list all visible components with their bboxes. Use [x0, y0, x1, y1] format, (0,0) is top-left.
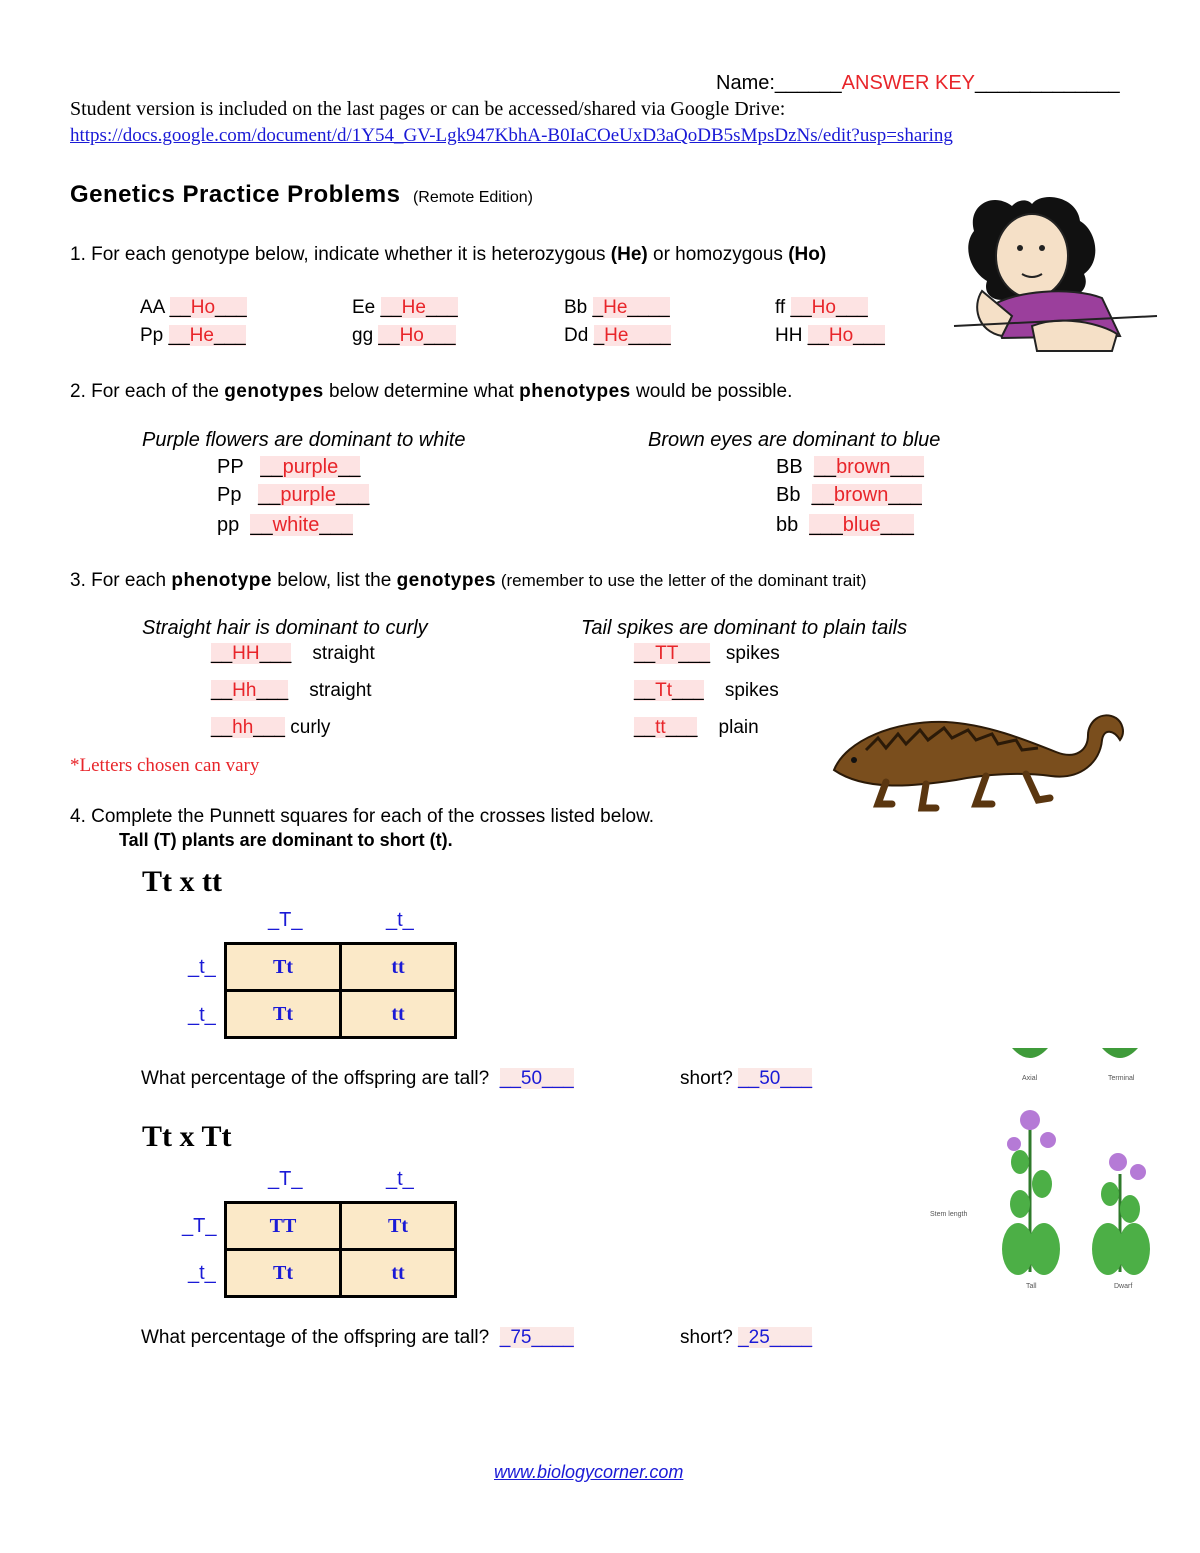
punnett-cell: tt	[341, 944, 456, 991]
cross1-short-row	[680, 1068, 812, 1090]
genotype: BB	[776, 456, 803, 478]
q2-right-row	[776, 514, 914, 537]
question: What percentage of the offspring are tall?	[141, 1327, 490, 1348]
q2-left-row	[217, 456, 360, 479]
punnett-square-2	[224, 1201, 457, 1298]
blank: __	[258, 484, 281, 506]
phenotype-label: plain	[718, 717, 759, 738]
q2-prompt-b: below determine what	[323, 381, 520, 402]
q3-left-row	[211, 643, 375, 665]
answer: brown	[833, 484, 889, 506]
genotype: Pp	[217, 484, 242, 506]
blank: __	[634, 717, 656, 738]
q1-item	[564, 297, 670, 319]
q3-prompt	[70, 570, 867, 592]
blank: ___	[256, 680, 289, 701]
genotype: Ee	[352, 297, 376, 318]
cross1-question-row	[141, 1068, 574, 1090]
q4-sub: Tall (T) plants are dominant to short (t).	[119, 830, 453, 850]
blank: __	[813, 456, 837, 478]
phenotype-label: curly	[290, 717, 331, 738]
blank: __	[790, 297, 812, 318]
genotype: Dd	[564, 325, 589, 346]
punnett-cell: TT	[226, 1203, 341, 1250]
blank: __	[211, 717, 233, 738]
blank: __	[378, 325, 400, 346]
q3-left-row	[211, 680, 372, 702]
name-value: ANSWER KEY	[841, 72, 976, 94]
blank: __	[811, 484, 834, 506]
letters-note: *Letters chosen can vary	[70, 755, 260, 776]
phenotype-label: spikes	[725, 643, 780, 664]
blank: ___	[336, 484, 370, 506]
punnett-cell: Tt	[226, 1250, 341, 1297]
student-version-note: Student version is included on the last pages or can be accessed/shared via Google Drive:	[70, 98, 786, 120]
q1-item	[564, 325, 671, 347]
name-blank-post: _____________	[975, 72, 1120, 94]
thinking-girl-illustration	[952, 186, 1158, 358]
q2-right-row	[776, 456, 924, 479]
spiked-lizard-illustration	[826, 700, 1132, 812]
cross1-top-allele: _t_	[386, 909, 414, 931]
name-line	[716, 72, 1120, 95]
q1-item	[352, 297, 458, 319]
cross2-side-allele: _t_	[188, 1262, 216, 1284]
genotype: ff	[775, 297, 786, 318]
q2-left-row	[217, 514, 353, 537]
blank: __	[168, 325, 190, 346]
blank: ___	[678, 643, 711, 664]
q3-right-row	[634, 643, 780, 665]
q3-left-row	[211, 717, 330, 739]
tall-answer: __50___	[499, 1068, 574, 1089]
blank: __	[634, 680, 656, 701]
genotype: Pp	[140, 325, 164, 346]
blank: ___	[319, 514, 353, 536]
blank: ___	[809, 514, 843, 536]
blank: __	[634, 643, 656, 664]
q3-prompt-a: 3. For each	[70, 570, 172, 591]
blank: ____	[627, 297, 670, 318]
q2-right-heading: Brown eyes are dominant to blue	[648, 429, 941, 451]
blank: __	[211, 643, 233, 664]
answer: Tt	[655, 680, 673, 701]
blank: ___	[665, 717, 698, 738]
cross2-top-allele: _t_	[386, 1168, 414, 1190]
answer: He	[189, 325, 214, 346]
blank: __	[211, 680, 233, 701]
blank: ___	[259, 643, 292, 664]
blank: ___	[853, 325, 885, 346]
blank: ____	[628, 325, 671, 346]
answer: blue	[842, 514, 881, 536]
q3-prompt-b: below, list the	[271, 570, 397, 591]
q1-prompt-a: 1. For each genotype below, indicate whether it is heterozygous	[70, 244, 611, 265]
q2-prompt-a: 2. For each of the	[70, 381, 225, 402]
plant-label: Stem length	[930, 1211, 968, 1218]
genotype: Bb	[564, 297, 588, 318]
cross1-top-allele: _T_	[268, 909, 303, 931]
q1-he: (He)	[610, 244, 648, 265]
answer: HH	[232, 643, 260, 664]
phenotype-label: straight	[312, 643, 375, 664]
q1-item	[140, 325, 246, 347]
blank: ___	[672, 680, 704, 701]
answer: Hh	[232, 680, 257, 701]
answer: He	[603, 297, 628, 318]
short-answer: __50___	[738, 1068, 813, 1089]
plant-label: Axial	[1022, 1075, 1038, 1082]
q2-left-heading: Purple flowers are dominant to white	[142, 429, 466, 451]
q1-item	[775, 297, 868, 319]
q3-genotypes: genotypes	[396, 570, 497, 591]
answer: white	[272, 514, 320, 536]
name-label: Name:	[716, 72, 775, 94]
plant-label: Dwarf	[1114, 1283, 1133, 1290]
blank: ___	[215, 297, 247, 318]
q3-phenotype: phenotype	[171, 570, 272, 591]
q2-genotypes: genotypes	[224, 381, 324, 402]
q1-item	[775, 325, 885, 347]
plant-label: Tall	[1026, 1283, 1037, 1290]
punnett-cell: tt	[341, 1250, 456, 1297]
cross2-short-row	[680, 1327, 812, 1349]
q2-prompt-c: would be possible.	[630, 381, 793, 402]
phenotype-label: spikes	[724, 680, 779, 701]
blank: ___	[425, 297, 458, 318]
blank: ___	[253, 717, 285, 738]
blank: ___	[423, 325, 456, 346]
cross2-top-allele: _T_	[268, 1168, 303, 1190]
answer: He	[401, 297, 426, 318]
blank: ___	[888, 484, 922, 506]
q1-item	[140, 297, 247, 319]
q3-right-row	[634, 680, 779, 702]
short-answer: _25____	[738, 1327, 813, 1348]
genotype: bb	[776, 514, 799, 536]
blank: __	[169, 297, 191, 318]
answer: He	[604, 325, 629, 346]
blank: __	[380, 297, 402, 318]
punnett-cell: Tt	[226, 991, 341, 1038]
name-blank-pre: ______	[774, 72, 842, 94]
blank: _	[593, 325, 605, 346]
genotype: gg	[352, 325, 374, 346]
q2-prompt	[70, 381, 792, 403]
answer: Ho	[811, 297, 836, 318]
answer: Ho	[190, 297, 216, 318]
q3-prompt-c: (remember to use the letter of the dominant trait)	[496, 571, 867, 590]
answer: tt	[655, 717, 666, 738]
short-label: short?	[680, 1068, 733, 1089]
answer: Ho	[399, 325, 424, 346]
answer: TT	[655, 643, 679, 664]
punnett-square-1	[224, 942, 457, 1039]
page-title	[70, 181, 533, 209]
answer: Ho	[828, 325, 854, 346]
google-drive-link[interactable]: https://docs.google.com/document/d/1Y54_GV-Lgk947KbhA-B0IaCOeUxD3aQoDB5sMpsDzNs/edit?usp=sharing	[70, 125, 953, 146]
blank: ___	[213, 325, 246, 346]
genotype: pp	[217, 514, 240, 536]
blank: _	[592, 297, 604, 318]
q1-item	[352, 325, 456, 347]
footer-link[interactable]: www.biologycorner.com	[494, 1462, 684, 1482]
punnett-cell: Tt	[226, 944, 341, 991]
genotype: PP	[217, 456, 244, 478]
title-main: Genetics Practice Problems	[70, 181, 401, 208]
cross1-side-allele: _t_	[188, 956, 216, 978]
title-edition: (Remote Edition)	[412, 189, 533, 206]
answer: purple	[282, 456, 339, 478]
blank: __	[260, 456, 283, 478]
plant-label: Terminal	[1108, 1075, 1135, 1082]
q2-phenotypes: phenotypes	[519, 381, 631, 402]
punnett-cell: Tt	[341, 1203, 456, 1250]
blank: ___	[880, 514, 914, 536]
blank: ___	[890, 456, 924, 478]
cross2-question-row	[141, 1327, 574, 1349]
q2-left-row	[217, 484, 369, 507]
tall-and-dwarf-pea-plants-illustration	[926, 1044, 1176, 1294]
q3-left-heading: Straight hair is dominant to curly	[142, 617, 428, 639]
q3-right-heading: Tail spikes are dominant to plain tails	[581, 617, 908, 639]
answer: hh	[232, 717, 254, 738]
q2-right-row	[776, 484, 922, 507]
cross1-side-allele: _t_	[188, 1004, 216, 1026]
blank: __	[807, 325, 829, 346]
punnett-cell: tt	[341, 991, 456, 1038]
blank: ___	[835, 297, 868, 318]
cross2-title: Tt x Tt	[142, 1120, 232, 1153]
short-label: short?	[680, 1327, 733, 1348]
cross2-side-allele: _T_	[182, 1215, 217, 1237]
q1-prompt-b: or homozygous	[647, 244, 789, 265]
phenotype-label: straight	[309, 680, 372, 701]
question: What percentage of the offspring are tall?	[141, 1068, 490, 1089]
genotype: HH	[775, 325, 803, 346]
answer: brown	[836, 456, 891, 478]
blank: __	[250, 514, 273, 536]
genotype: AA	[140, 297, 165, 318]
q1-ho: (Ho)	[788, 244, 827, 265]
tall-answer: _75____	[499, 1327, 574, 1348]
genotype: Bb	[776, 484, 801, 506]
q4-prompt: 4. Complete the Punnett squares for each of the crosses listed below.	[70, 806, 655, 827]
q1-prompt	[70, 244, 826, 266]
blank: __	[338, 456, 361, 478]
cross1-title: Tt x tt	[142, 865, 222, 898]
answer: purple	[280, 484, 336, 506]
q3-right-row	[634, 717, 759, 739]
